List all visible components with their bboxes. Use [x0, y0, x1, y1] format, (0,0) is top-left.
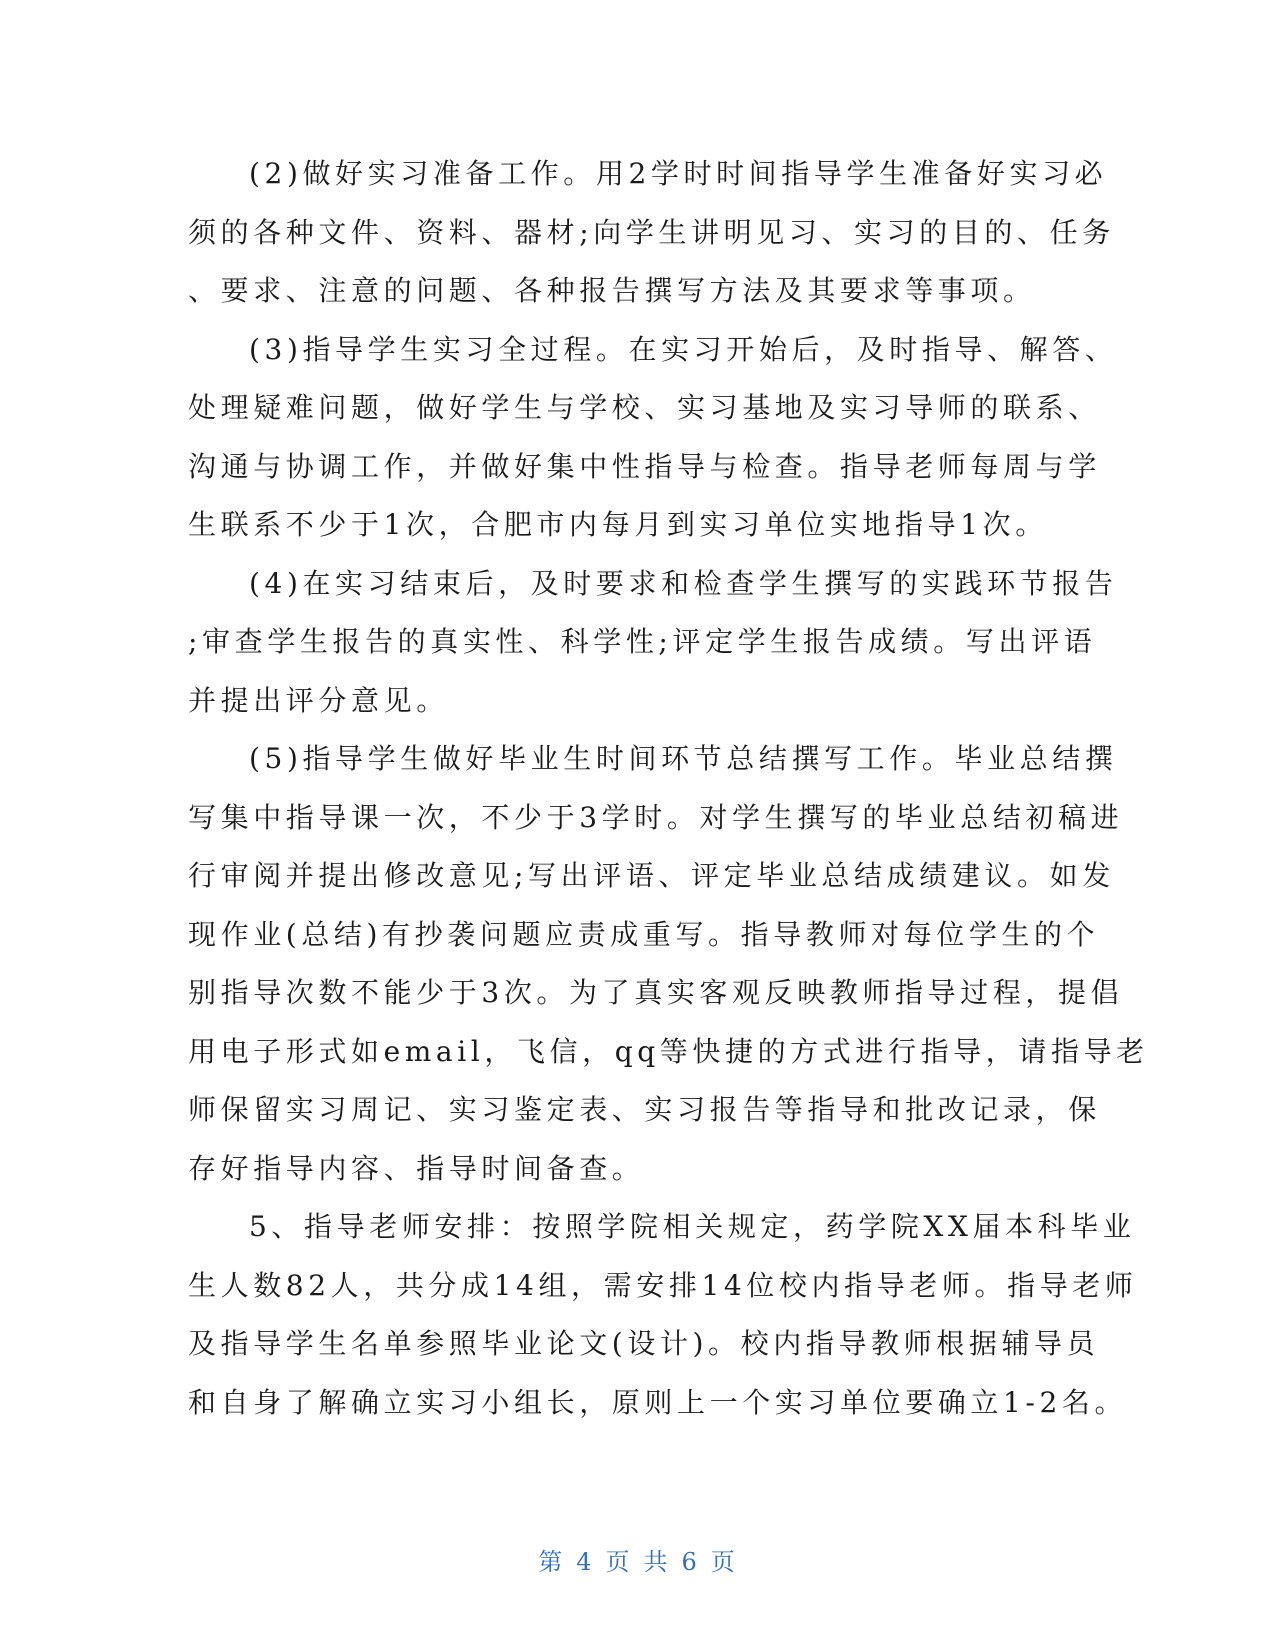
text-line: 师保留实习周记、实习鉴定表、实习报告等指导和批改记录，保	[188, 1093, 1101, 1126]
text-line: 沟通与协调工作，并做好集中性指导与检查。指导老师每周与学	[188, 449, 1101, 483]
text-line: (4)在实习结束后，及时要求和检查学生撰写的实践环节报告	[249, 566, 1118, 600]
text-line: 生人数82人，共分成14组，需安排14位校内指导老师。指导老师	[188, 1268, 1138, 1302]
text-line: 和自身了解确立实习小组长，原则上一个实习单位要确立1-2名。	[188, 1385, 1128, 1419]
page-footer	[0, 1542, 1275, 1577]
text-line: 存好指导内容、指导时间备查。	[188, 1151, 645, 1185]
text-line: 处理疑难问题，做好学生与学校、实习基地及实习导师的联系、	[188, 391, 1101, 424]
text-line: 并提出评分意见。	[188, 683, 449, 717]
total-label: 共	[643, 1548, 670, 1576]
total-word: 页	[710, 1548, 737, 1576]
text-line: 须的各种文件、资料、器材;向学生讲明见习、实习的目的、任务	[188, 215, 1115, 249]
text-line: 行审阅并提出修改意见;写出评语、评定毕业总结成绩建议。如发	[188, 859, 1115, 892]
page-label: 第	[538, 1548, 565, 1576]
text-line: 现作业(总结)有抄袭问题应责成重写。指导教师对每位学生的个	[188, 917, 1100, 951]
text-line: 、要求、注意的问题、各种报告撰写方法及其要求等事项。	[188, 274, 1036, 307]
text-line: (5)指导学生做好毕业生时间环节总结撰写工作。毕业总结撰	[249, 742, 1118, 775]
text-line: 写集中指导课一次，不少于3学时。对学生撰写的毕业总结初稿进	[188, 800, 1124, 834]
current-page-number: 4	[576, 1548, 594, 1576]
text-line: (2)做好实习准备工作。用2学时时间指导学生准备好实习必	[249, 157, 1108, 190]
text-line: 别指导次数不能少于3次。为了真实客观反映教师指导过程，提倡	[188, 976, 1124, 1009]
text-line: 5、指导老师安排：按照学院相关规定，药学院XX届本科毕业	[249, 1210, 1136, 1243]
page-word: 页	[605, 1548, 632, 1576]
total-page-number: 6	[681, 1548, 699, 1576]
text-line: (3)指导学生实习全过程。在实习开始后，及时指导、解答、	[249, 332, 1118, 366]
text-line: 用电子形式如email，飞信，qq等快捷的方式进行指导，请指导老	[188, 1034, 1149, 1068]
text-line: ;审查学生报告的真实性、科学性;评定学生报告成绩。写出评语	[188, 625, 1097, 658]
text-line: 及指导学生名单参照毕业论文(设计)。校内指导教师根据辅导员	[188, 1327, 1100, 1360]
document-body	[188, 145, 1149, 1432]
text-line: 生联系不少于1次，合肥市内每月到实习单位实地指导1次。	[188, 508, 1048, 541]
